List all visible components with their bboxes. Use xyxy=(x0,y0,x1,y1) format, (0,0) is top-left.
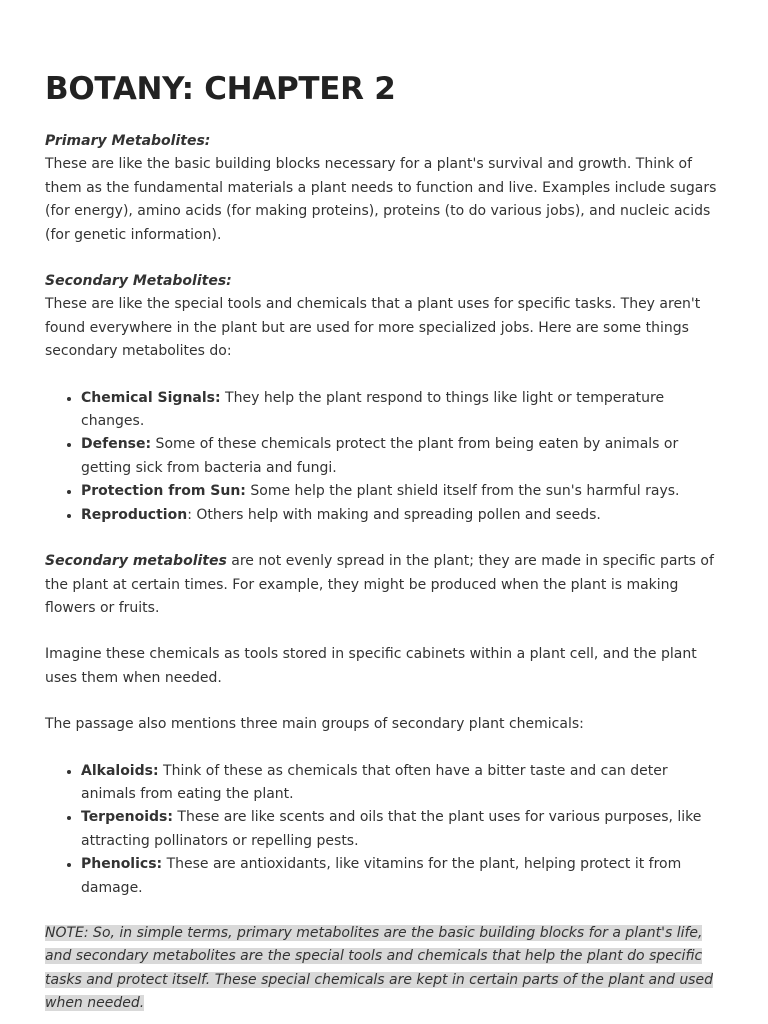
distribution-paragraph: Secondary metabolites are not evenly spread in the plant; they are made in specific parts of the plant at certain times. For example, they might be produced when the plant is making flowers or fruits. xyxy=(45,553,714,616)
list-item: • Alkaloids: Think of these as chemicals that often have a bitter taste and can deter animals from eating the plant. xyxy=(81,760,724,807)
list-item: • Defense: Some of these chemicals protect the plant from being eaten by animals or getting sick from bacteria and fungi. xyxy=(81,433,724,480)
list-item: • Phenolics: These are antioxidants, like vitamins for the plant, helping protect it from damage. xyxy=(81,853,724,900)
page-title: BOTANY: CHAPTER 2 xyxy=(45,71,396,107)
imagine-paragraph: Imagine these chemicals as tools stored in specific cabinets within a plant cell, and the plant uses them when needed. xyxy=(45,646,697,686)
secondary-heading: Secondary Metabolites: xyxy=(45,273,232,290)
note-text: NOTE: So, in simple terms, primary metabolites are the basic building blocks for a plant's life, and secondary metabolites are the special tools and chemicals that help the plant do specific tasks and protect itself. These special chemicals are kept in certain parts of the plant and used when needed. xyxy=(45,924,713,1012)
list-item: • Terpenoids: These are like scents and oils that the plant uses for various purposes, like attracting pollinators or repelling pests. xyxy=(81,806,724,853)
list-item: • Chemical Signals: They help the plant respond to things like light or temperature changes. xyxy=(81,387,724,434)
primary-body: These are like the basic building blocks necessary for a plant's survival and growth. Think of them as the fundamental materials a plant needs to function and live. Examples include sugars (for energy), amino acids (for making proteins), proteins (to do various jobs), and nucleic acids (for genetic information). xyxy=(45,156,717,243)
list-item: • Reproduction: Others help with making and spreading pollen and seeds. xyxy=(81,504,724,527)
secondary-body: These are like the special tools and chemicals that a plant uses for specific tasks. They aren't found everywhere in the plant but are used for more specialized jobs. Here are some things secondary metabolites do: xyxy=(45,296,701,360)
primary-heading: Primary Metabolites: xyxy=(45,133,211,149)
functions-list xyxy=(45,387,724,527)
groups-intro: The passage also mentions three main groups of secondary plant chemicals: xyxy=(45,716,584,733)
secondary-section xyxy=(45,270,724,364)
list-item: • Protection from Sun: Some help the plant shield itself from the sun's harmful rays. xyxy=(81,480,724,503)
note-block xyxy=(45,922,724,1016)
groups-list xyxy=(45,760,724,900)
distribution-lead: Secondary metabolites xyxy=(45,553,227,570)
primary-section xyxy=(45,130,724,247)
